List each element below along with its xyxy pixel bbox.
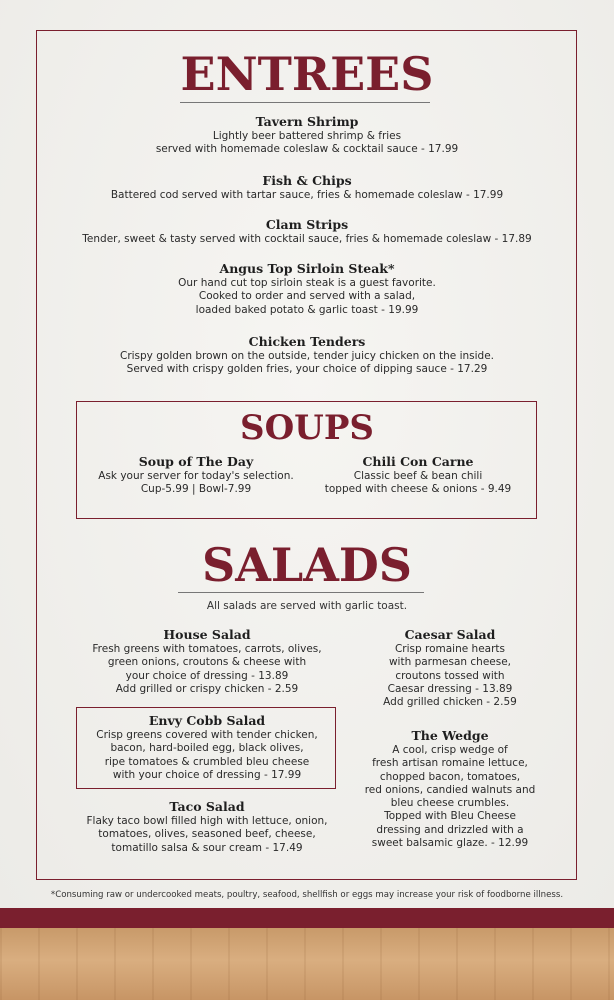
salad-desc-line: sweet balsamic glaze. - 12.99	[371, 837, 529, 850]
soup-desc-line: topped with cheese & onions - 9.49	[324, 483, 512, 496]
entree-name: Chicken Tenders	[248, 334, 366, 349]
salad-desc-line: green onions, croutons & cheese with	[107, 656, 307, 669]
salad-item	[72, 799, 342, 855]
wood-background	[0, 928, 614, 1000]
salad-item	[72, 713, 342, 782]
salad-desc-line: chopped bacon, tomatoes,	[379, 770, 521, 783]
salad-desc-line: A cool, crisp wedge of	[392, 744, 508, 756]
salad-desc-line: Add grilled or crispy chicken - 2.59	[115, 682, 299, 695]
entree-item	[40, 261, 574, 317]
salads-note: All salads are served with garlic toast.	[206, 600, 408, 612]
salad-desc-line: bleu cheese crumbles.	[390, 797, 510, 810]
salad-desc-line: Caesar dressing - 13.89	[387, 682, 513, 695]
soup-item	[310, 454, 526, 497]
salad-desc-line: Fresh greens with tomatoes, carrots, olives,	[92, 643, 322, 655]
salad-desc-line: your choice of dressing - 13.89	[125, 669, 289, 682]
entree-item	[40, 217, 574, 246]
salads-rule	[178, 592, 424, 593]
entree-desc-line: Served with crispy golden fries, your choice of dipping sauce - 17.29	[126, 363, 488, 376]
salad-desc-line: tomatillo salsa & sour cream - 17.49	[111, 841, 303, 854]
soup-desc-line: Cup-5.99 | Bowl-7.99	[140, 483, 252, 496]
salad-desc-line: Add grilled chicken - 2.59	[383, 696, 517, 709]
salad-desc-line: tomatoes, olives, seasoned beef, cheese,	[98, 828, 316, 841]
salad-name: Envy Cobb Salad	[148, 713, 266, 728]
entrees-rule	[180, 102, 430, 103]
salad-desc-line: croutons tossed with	[395, 669, 505, 682]
salads-heading: SALADS	[201, 538, 413, 592]
entree-desc-line: Crispy golden brown on the outside, tender juicy chicken on the inside.	[119, 350, 494, 362]
salad-desc-line: Topped with Bleu Cheese	[384, 810, 516, 823]
salad-item	[72, 627, 342, 696]
foodborne-illness-footnote: *Consuming raw or undercooked meats, poultry, seafood, shellfish or eggs may increase your risk of foodborne illness.	[50, 890, 564, 900]
salad-desc-line: dressing and drizzled with a	[376, 823, 524, 836]
salad-desc-line: fresh artisan romaine lettuce,	[372, 757, 528, 770]
entree-name: Angus Top Sirloin Steak*	[219, 261, 395, 276]
soup-name: Chili Con Carne	[362, 454, 474, 469]
salad-item	[345, 728, 555, 850]
salad-name: House Salad	[163, 627, 251, 642]
entree-name: Clam Strips	[265, 217, 349, 232]
salad-name: Taco Salad	[169, 799, 245, 814]
salad-desc-line: Crisp romaine hearts	[394, 643, 506, 655]
entree-desc-line: Battered cod served with tartar sauce, fries & homemade coleslaw - 17.99	[110, 189, 504, 201]
entree-desc-line: Cooked to order and served with a salad,	[198, 290, 416, 303]
entree-name: Tavern Shrimp	[255, 114, 359, 129]
salad-desc-line: ripe tomatoes & crumbled bleu cheese	[104, 755, 310, 768]
entree-desc-line: Lightly beer battered shrimp & fries	[212, 130, 402, 142]
salad-desc-line: Flaky taco bowl filled high with lettuce, onion,	[86, 815, 328, 827]
footer-band	[0, 908, 614, 928]
entree-desc-line: Our hand cut top sirloin steak is a guest favorite.	[178, 277, 436, 289]
salad-desc-line: bacon, hard-boiled egg, black olives,	[110, 742, 304, 755]
entree-desc-line: loaded baked potato & garlic toast - 19.99	[195, 303, 419, 316]
entrees-heading: ENTREES	[180, 47, 434, 101]
entree-item	[40, 334, 574, 377]
soups-heading: SOUPS	[240, 408, 374, 448]
entree-item	[40, 114, 574, 157]
soup-desc-line: Classic beef & bean chili	[353, 470, 483, 482]
entree-name: Fish & Chips	[262, 173, 352, 188]
salad-desc-line: Crisp greens covered with tender chicken,	[96, 729, 318, 741]
salad-desc-line: with your choice of dressing - 17.99	[112, 768, 302, 781]
soup-item	[88, 454, 304, 497]
entree-desc-line: served with homemade coleslaw & cocktail sauce - 17.99	[155, 143, 459, 156]
salad-name: Caesar Salad	[404, 627, 496, 642]
salad-desc-line: red onions, candied walnuts and	[364, 783, 536, 796]
soup-desc-line: Ask your server for today's selection.	[98, 470, 294, 482]
salad-desc-line: with parmesan cheese,	[388, 656, 512, 669]
soup-name: Soup of The Day	[138, 454, 254, 469]
salad-item	[345, 627, 555, 709]
entree-item	[40, 173, 574, 202]
entree-desc-line: Tender, sweet & tasty served with cocktail sauce, fries & homemade coleslaw - 17.89	[82, 233, 532, 245]
salad-name: The Wedge	[411, 728, 489, 743]
